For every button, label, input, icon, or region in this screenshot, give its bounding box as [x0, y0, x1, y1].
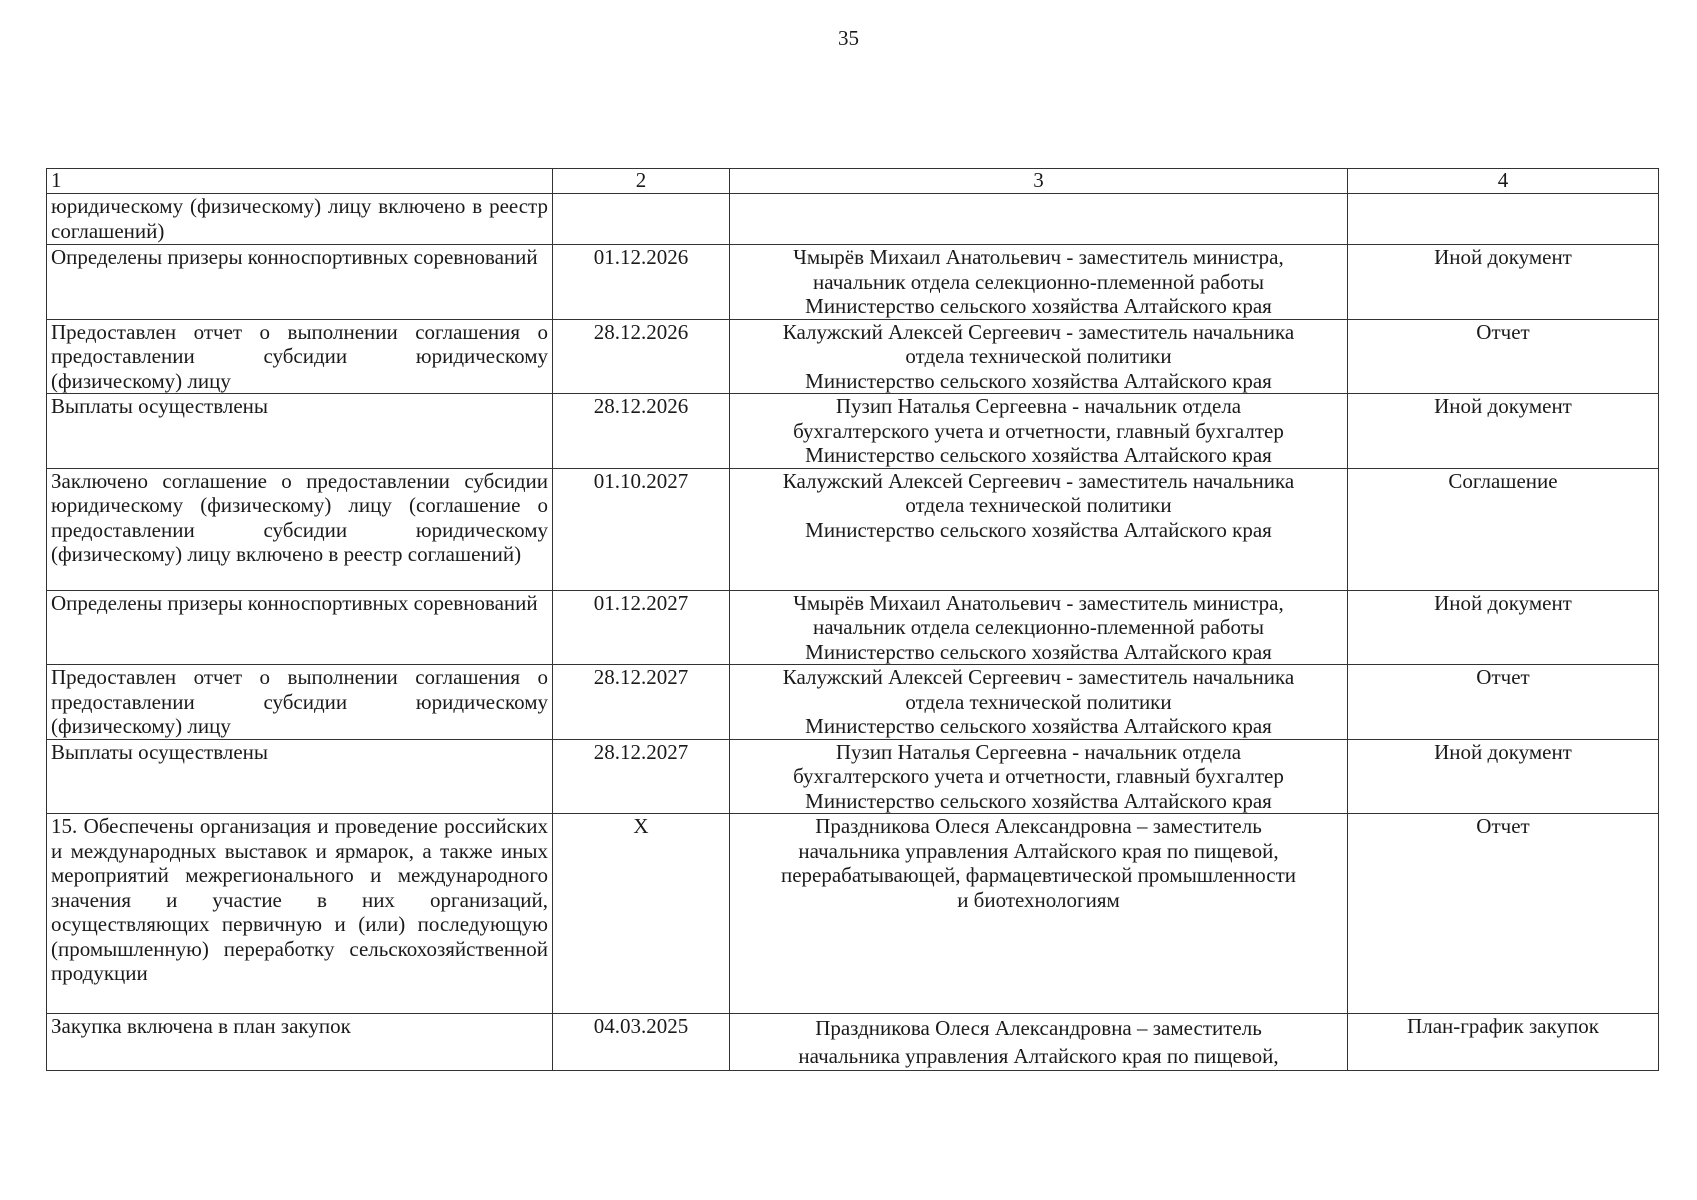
control-points-table	[46, 168, 1659, 1071]
responsible-cell	[730, 394, 1348, 469]
document-cell: Иной документ	[1348, 590, 1659, 665]
responsible-line: перерабатывающей, фармацевтической промышленности	[780, 863, 1297, 887]
responsible-line: Калужский Алексей Сергеевич - заместитель начальника	[782, 319, 1295, 344]
document-cell: Отчет	[1348, 319, 1659, 394]
table-row	[47, 245, 1659, 320]
responsible-cell	[730, 468, 1348, 590]
date-cell: 01.12.2027	[553, 590, 730, 665]
table-header-row	[47, 169, 1659, 194]
responsible-line: начальник отдела селекционно-племенной работы	[813, 269, 1264, 294]
responsible-line: и биотехнологиям	[957, 887, 1120, 912]
document-cell: Отчет	[1348, 814, 1659, 1014]
responsible-line: Калужский Алексей Сергеевич - заместитель начальника	[782, 468, 1295, 493]
responsible-line: Праздникова Олеся Александровна – заместитель	[815, 1016, 1262, 1040]
column-header-3: 3	[730, 169, 1348, 194]
responsible-line: Министерство сельского хозяйства Алтайского края	[805, 368, 1272, 393]
event-cell: Выплаты осуществлены	[47, 739, 553, 814]
date-cell: 01.12.2026	[553, 245, 730, 320]
table-row	[47, 1014, 1659, 1071]
responsible-line: Пузип Наталья Сергеевна - начальник отдела	[835, 394, 1242, 418]
responsible-cell	[730, 1014, 1348, 1071]
responsible-line: отдела технической политики	[905, 689, 1172, 714]
event-cell: Выплаты осуществлены	[47, 394, 553, 469]
responsible-line: Министерство сельского хозяйства Алтайского края	[805, 788, 1272, 813]
responsible-line: отдела технической политики	[905, 493, 1172, 517]
responsible-cell	[730, 739, 1348, 814]
responsible-line: бухгалтерского учета и отчетности, главный бухгалтер	[793, 418, 1284, 443]
table-row	[47, 319, 1659, 394]
document-cell: Отчет	[1348, 665, 1659, 740]
responsible-line: Чмырёв Михаил Анатольевич - заместитель министра,	[793, 590, 1284, 615]
date-cell: 04.03.2025	[553, 1014, 730, 1071]
table-row	[47, 468, 1659, 590]
table-row	[47, 590, 1659, 665]
column-header-4: 4	[1348, 169, 1659, 194]
responsible-cell	[730, 665, 1348, 740]
date-cell: 28.12.2026	[553, 319, 730, 394]
table-row	[47, 665, 1659, 740]
document-cell	[1348, 194, 1659, 245]
responsible-line: Министерство сельского хозяйства Алтайского края	[805, 714, 1272, 738]
date-cell: X	[553, 814, 730, 1014]
document-cell: План-график закупок	[1348, 1014, 1659, 1071]
column-header-2: 2	[553, 169, 730, 194]
document-cell: Иной документ	[1348, 739, 1659, 814]
event-cell: юридическому (физическому) лицу включено в реестр соглашений)	[47, 194, 553, 245]
responsible-line: Праздникова Олеся Александровна – заместитель	[815, 814, 1262, 838]
responsible-line: Калужский Алексей Сергеевич - заместитель начальника	[782, 665, 1295, 689]
table-row	[47, 814, 1659, 1014]
event-cell: Определены призеры конноспортивных соревнований	[47, 245, 553, 320]
document-cell: Иной документ	[1348, 245, 1659, 320]
event-cell: Предоставлен отчет о выполнении соглашения о предоставлении субсидии юридическому (физическому) лицу	[47, 665, 553, 740]
column-header-1: 1	[47, 169, 553, 194]
page-number: 35	[838, 26, 859, 50]
event-cell: Заключено соглашение о предоставлении субсидии юридическому (физическому) лицу (соглашение о предоставлении субсидии юридическому (физическому) лицу включено в реестр соглашений)	[47, 468, 553, 590]
responsible-line: отдела технической политики	[905, 344, 1172, 368]
responsible-line: Пузип Наталья Сергеевна - начальник отдела	[835, 739, 1242, 764]
responsible-line: Министерство сельского хозяйства Алтайского края	[805, 294, 1272, 318]
document-cell: Соглашение	[1348, 468, 1659, 590]
table-row	[47, 394, 1659, 469]
responsible-line: Министерство сельского хозяйства Алтайского края	[805, 639, 1272, 664]
event-cell: 15. Обеспечены организация и проведение российских и международных выставок и ярмарок, а также иных мероприятий межрегионального и международного значения и участие в них организаций, осуществляющих первичную и (или) последующую (промышленную) переработку сельскохозяйственной продукции	[47, 814, 553, 1014]
responsible-cell	[730, 814, 1348, 1014]
date-cell: 01.10.2027	[553, 468, 730, 590]
table-row	[47, 739, 1659, 814]
date-cell	[553, 194, 730, 245]
responsible-line: начальника управления Алтайского края по пищевой,	[798, 1044, 1279, 1068]
responsible-line: Министерство сельского хозяйства Алтайского края	[805, 517, 1272, 542]
event-cell: Предоставлен отчет о выполнении соглашения о предоставлении субсидии юридическому (физическому) лицу	[47, 319, 553, 394]
responsible-line: начальник отдела селекционно-племенной работы	[813, 615, 1264, 639]
document-cell: Иной документ	[1348, 394, 1659, 469]
date-cell: 28.12.2027	[553, 739, 730, 814]
responsible-cell	[730, 245, 1348, 320]
date-cell: 28.12.2026	[553, 394, 730, 469]
responsible-cell	[730, 319, 1348, 394]
responsible-line: Министерство сельского хозяйства Алтайского края	[805, 443, 1272, 467]
responsible-cell	[730, 590, 1348, 665]
table-row	[47, 194, 1659, 245]
responsible-cell	[730, 194, 1348, 245]
date-cell: 28.12.2027	[553, 665, 730, 740]
event-cell: Закупка включена в план закупок	[47, 1014, 553, 1071]
event-cell: Определены призеры конноспортивных соревнований	[47, 590, 553, 665]
responsible-line: Чмырёв Михаил Анатольевич - заместитель министра,	[793, 245, 1284, 269]
responsible-line: бухгалтерского учета и отчетности, главный бухгалтер	[793, 764, 1284, 788]
responsible-line: начальника управления Алтайского края по пищевой,	[798, 838, 1279, 863]
